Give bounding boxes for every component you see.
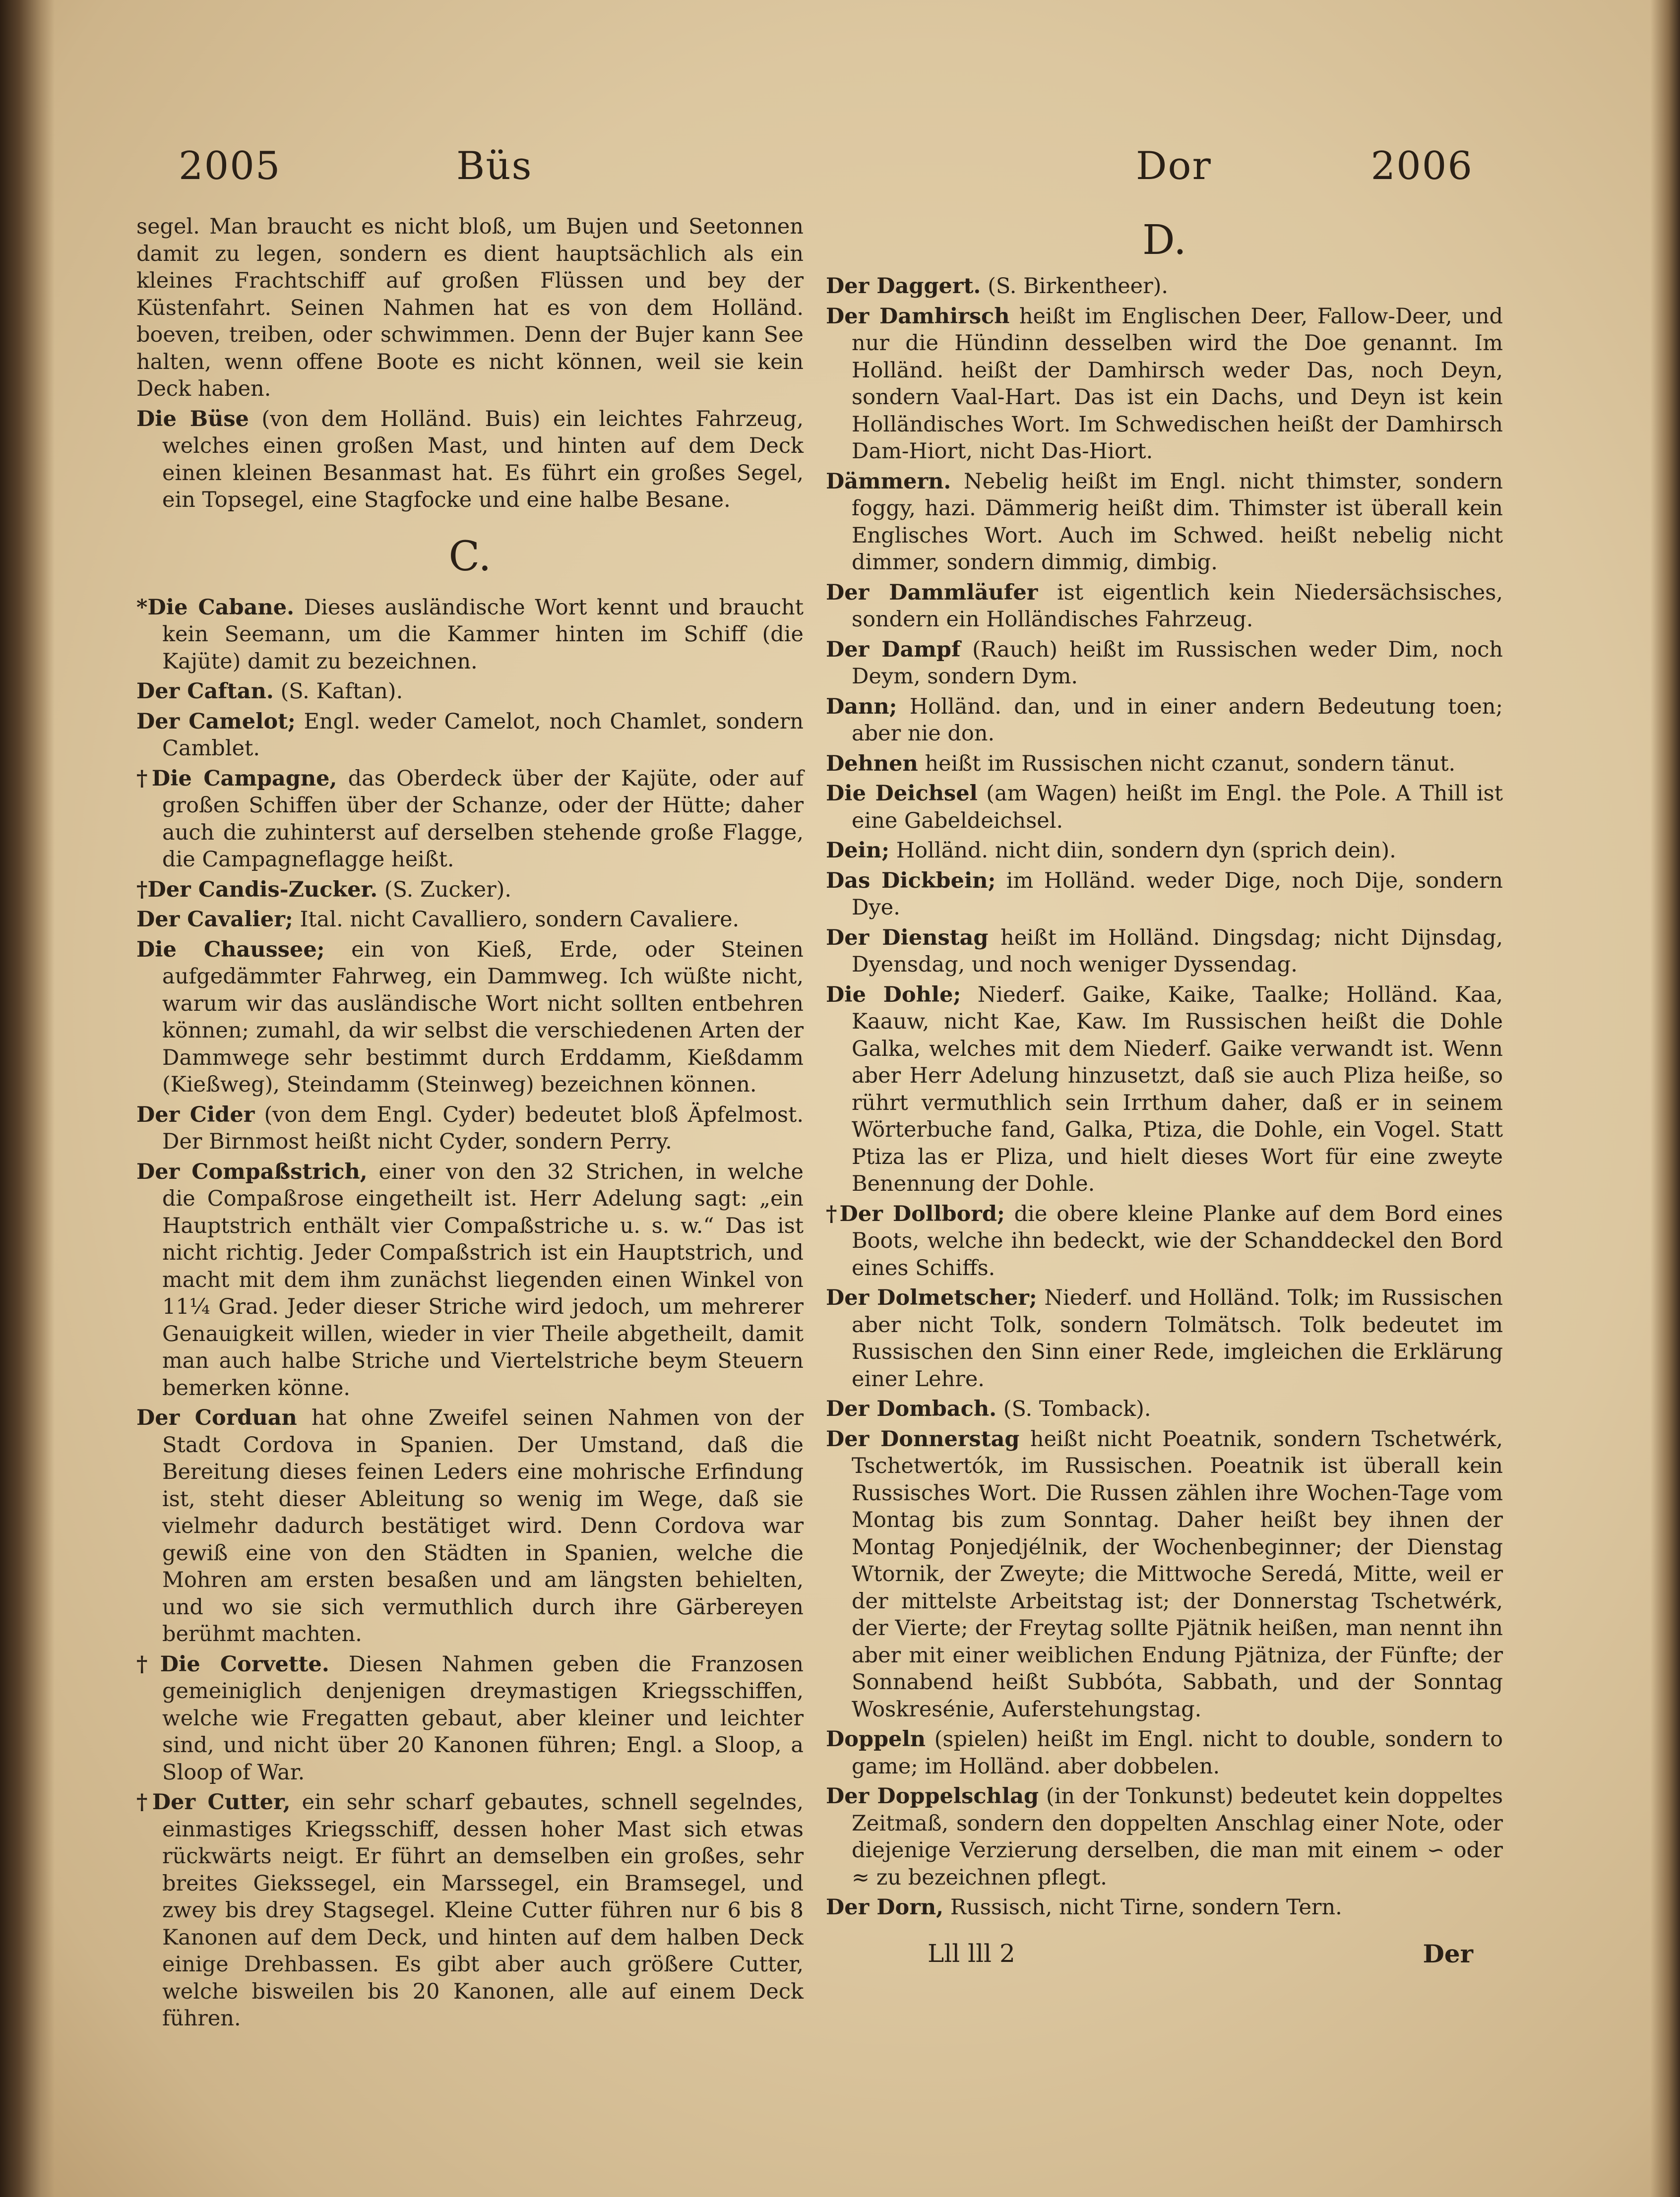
entry-text: heißt im Englischen Deer, Fallow-Deer, und nur die Hündinn desselben wird the Doe genannt. Im Holländ. heißt der Damhirsch weder Das, noch Deyn, sondern Vaal-Hart. Das ist ein Dachs, und Deyn ist kein Holländisches Wort. Im Schwedischen heißt der Damhirsch Dam-Hiort, nicht Das-Hiort. <box>852 304 1503 464</box>
entry-lemma: Der Dolmetscher; <box>826 1285 1037 1310</box>
entry-lemma: Der Cavalier; <box>136 907 293 932</box>
entry-text: (am Wagen) heißt im Engl. the Pole. A Thill ist eine Gabeldeichsel. <box>852 781 1503 833</box>
entry-text: Niederf. und Holländ. Tolk; im Russischen aber nicht Tolk, sondern Tolmätsch. Tolk bedeutet im Russischen den Sinn einer Rede, imgleichen die Erklärung einer Lehre. <box>852 1285 1503 1392</box>
entry-text: (S. Birkentheer). <box>988 274 1169 299</box>
dictionary-entry <box>136 906 804 933</box>
entry-lemma: Dein; <box>826 838 890 863</box>
dictionary-entry <box>136 1404 804 1648</box>
entry-lemma: Der Donnerstag <box>826 1426 1020 1452</box>
entry-text: Nebelig heißt im Engl. nicht thimster, sondern foggy, hazi. Dämmerig heißt dim. Thimster ist überall kein Englisches Wort. Auch im Schwed. heißt nebelig nicht dimmer, sondern dimmig, dimbig. <box>852 469 1503 575</box>
dictionary-entry <box>136 1101 804 1156</box>
entry-lemma: Der Compaßstrich, <box>136 1159 368 1184</box>
right-column <box>826 213 1503 1924</box>
entry-text: einer von den 32 Strichen, in welche die Compaßrose eingetheilt ist. Herr Adelung sagt: „ein Hauptstrich enthält vier Compaßstriche u. s. w.“ Das ist nicht richtig. Jeder Compaßstrich ist ein Hauptstrich, und macht mit dem ihm zunächst liegenden einen Winkel von 11¼ Grad. Jeder dieser Striche wird jedoch, um mehrerer Genauigkeit willen, wieder in vier Theile abgetheilt, damit man auch halbe Striche und Viertelstriche beym Steuern bemerken könne. <box>162 1159 804 1401</box>
dictionary-entry <box>136 765 804 873</box>
running-header <box>179 144 1473 198</box>
entry-lemma: Der Dienstag <box>826 925 989 950</box>
entry-text: im Holländ. weder Dige, noch Dije, sondern Dye. <box>852 868 1503 920</box>
dictionary-entry <box>826 1783 1503 1891</box>
catchword: Der <box>1423 1939 1473 1968</box>
entry-text: (in der Tonkunst) bedeutet kein doppeltes Zeitmaß, sondern den doppelten Anschlag einer Note, oder diejenige Verzierung derselben, die man mit einem ∽ oder ≈ zu bezeichnen pflegt. <box>852 1784 1503 1890</box>
entries-b-list <box>136 406 804 514</box>
entry-lemma: Der Dammläufer <box>826 580 1038 605</box>
entry-lemma: Dehnen <box>826 751 918 776</box>
entry-text: Niederf. Gaike, Kaike, Taalke; Holländ. Kaa, Kaauw, nicht Kae, Kaw. Im Russischen heißt die Dohle Galka, welches mit dem Niederf. Gaike verwandt ist. Wenn aber Herr Adelung hinzusetzt, daß sie auch Pliza heiße, so rührt vermuthlich sein Irrthum daher, daß er in seinem Wörterbuche fand, Galka, Ptiza, die Dohle, ein Vogel. Statt Ptiza las er Pliza, und hielt dieses Wort für eine zweyte Benennung der Dohle. <box>852 982 1503 1196</box>
entry-lemma: †Die Campagne, <box>136 766 337 791</box>
dictionary-entry <box>826 303 1503 465</box>
dictionary-entry <box>136 1651 804 1786</box>
entry-lemma: Der Dampf <box>826 637 961 662</box>
entry-lemma: †Die Corvette. <box>136 1651 329 1677</box>
entry-text: die obere kleine Planke auf dem Bord eines Boots, welche ihn bedeckt, wie der Schanddeckel den Bord eines Schiffs. <box>852 1201 1503 1281</box>
letter-heading-d: D. <box>1142 217 1186 264</box>
entry-lemma: Das Dickbein; <box>826 868 996 893</box>
continuation-body: segel. Man braucht es nicht bloß, um Bujen und Seetonnen damit zu legen, sondern es dient hauptsächlich als ein kleines Frachtschiff auf großen Flüssen und bey der Küstenfahrt. Seinen Nahmen hat es von dem Holländ. boeven, treiben, oder schwimmen. Denn der Bujer kann See halten, wenn offene Boote es nicht können, weil sie kein Deck haben. <box>136 214 804 401</box>
letter-heading-c: C. <box>448 533 492 580</box>
entry-text: (spielen) heißt im Engl. nicht to double, sondern to game; im Holländ. aber dobbelen. <box>852 1727 1503 1779</box>
page-edge-shadow <box>1650 0 1680 2197</box>
entry-text: hat ohne Zweifel seinen Nahmen von der Stadt Cordova in Spanien. Der Umstand, daß die Bereitung dieses feinen Leders eine mohrische Erfindung ist, steht dieser Ableitung so wenig im Wege, daß sie vielmehr dadurch bestätiget wird. Denn Cordova war gewiß eine von den Städten in Spanien, welche die Mohren am ersten besaßen und am längsten behielten, und wo sie sich vermuthlich durch ihre Gärbereyen berühmt machten. <box>162 1405 804 1647</box>
entry-lemma: †Der Cutter, <box>136 1790 291 1815</box>
entry-lemma: Der Dombach. <box>826 1397 997 1421</box>
dictionary-entry <box>826 750 1503 778</box>
entry-text: ist eigentlich kein Niedersächsisches, sondern ein Holländisches Fahrzeug. <box>852 580 1503 632</box>
entry-text: (S. Tomback). <box>1003 1397 1151 1421</box>
dictionary-entry <box>826 780 1503 834</box>
entry-text: (Rauch) heißt im Russischen weder Dim, noch Deym, sondern Dym. <box>852 637 1503 689</box>
dictionary-entry <box>826 924 1503 978</box>
dictionary-entry <box>826 867 1503 921</box>
entry-text: (S. Zucker). <box>384 877 512 902</box>
dictionary-entry <box>826 1726 1503 1780</box>
entry-lemma: Der Camelot; <box>136 709 296 734</box>
header-catch-right: Dor <box>1136 144 1212 188</box>
entry-lemma: *Die Cabane. <box>136 595 295 620</box>
entry-text: (S. Kaftan). <box>280 679 403 704</box>
page-number-right: 2006 <box>1370 144 1473 188</box>
entry-lemma: Der Daggert. <box>826 274 981 299</box>
page-footer <box>928 1939 1473 1974</box>
entry-lemma: Dann; <box>826 694 897 719</box>
dictionary-entry <box>826 693 1503 747</box>
entry-lemma: Die Büse <box>136 406 249 431</box>
entry-lemma: Der Corduan <box>136 1405 297 1430</box>
entry-text: (von dem Engl. Cyder) bedeutet bloß Äpfelmost. Der Birnmost heißt nicht Cyder, sondern Perry. <box>162 1102 804 1154</box>
entry-lemma: Der Dorn, <box>826 1895 944 1920</box>
entry-text: Dieses ausländische Wort kennt und braucht kein Seemann, um die Kammer hinten im Schiff (die Kajüte) damit zu bezeichnen. <box>162 595 804 674</box>
entry-text: das Oberdeck über der Kajüte, oder auf großen Schiffen über der Schanze, oder der Hütte; daher auch die zuhinterst auf derselben stehende große Flagge, die Campagneflagge heißt. <box>162 766 804 872</box>
entry-text: ein von Kieß, Erde, oder Steinen aufgedämmter Fahrweg, ein Dammweg. Ich wüßte nicht, warum wir das ausländische Wort nicht sollten entbehren können; zumahl, da wir selbst die verschiedenen Arten der Dammwege sehr bestimmt durch Erddamm, Kießdamm (Kießweg), Steindamm (Steinweg) bezeichnen können. <box>162 937 804 1097</box>
continuation-text <box>136 213 804 403</box>
dictionary-entry <box>826 1894 1503 1921</box>
entry-lemma: Der Damhirsch <box>826 304 1010 329</box>
header-catch-left: Büs <box>456 144 533 188</box>
dictionary-entry <box>136 936 804 1098</box>
entry-lemma: †Der Dollbord; <box>826 1201 1005 1226</box>
dictionary-entry <box>826 579 1503 633</box>
dictionary-entry <box>826 636 1503 690</box>
dictionary-entry <box>136 406 804 514</box>
page-number-left: 2005 <box>179 144 281 188</box>
entry-text: Holländ. dan, und in einer andern Bedeutung toen; aber nie don. <box>852 694 1503 746</box>
entry-lemma: Dämmern. <box>826 469 951 494</box>
dictionary-entry <box>136 708 804 762</box>
dictionary-entry <box>826 1284 1503 1393</box>
entry-text: Ital. nicht Cavalliero, sondern Cavaliere. <box>300 907 740 932</box>
entry-text: heißt im Russischen nicht czanut, sondern tänut. <box>925 751 1456 776</box>
entry-lemma: Der Caftan. <box>136 679 274 704</box>
entry-lemma: Die Dohle; <box>826 982 961 1007</box>
entries-d-list <box>826 273 1503 1921</box>
dictionary-entry <box>136 1159 804 1402</box>
entry-text: Diesen Nahmen geben die Franzosen gemeiniglich denjenigen dreymastigen Kriegsschiffen, welche wie Fregatten gebaut, aber kleiner und leichter sind, und nicht über 20 Kanonen führen; Engl. a Sloop, a Sloop of War. <box>162 1651 804 1785</box>
entry-lemma: Der Doppelschlag <box>826 1784 1039 1809</box>
entry-lemma: †Der Candis-Zucker. <box>136 877 378 902</box>
entry-text: (von dem Holländ. Buis) ein leichtes Fahrzeug, welches einen großen Mast, und hinten auf dem Deck einen kleinen Besanmast hat. Es führt ein großes Segel, ein Topsegel, eine Stagfocke und eine halbe Besane. <box>162 406 804 512</box>
signature-mark: Lll lll 2 <box>928 1939 1015 1968</box>
dictionary-entry <box>826 981 1503 1198</box>
dictionary-entry <box>826 1201 1503 1282</box>
dictionary-entry <box>826 273 1503 300</box>
dictionary-entry <box>136 594 804 675</box>
dictionary-entry <box>826 1426 1503 1723</box>
entry-text: Holländ. nicht diin, sondern dyn (sprich dein). <box>896 838 1396 863</box>
dictionary-entry <box>826 837 1503 864</box>
dictionary-entry <box>136 678 804 705</box>
dictionary-entry <box>136 876 804 904</box>
dictionary-entry <box>136 1789 804 2032</box>
entry-lemma: Der Cider <box>136 1102 255 1127</box>
entry-lemma: Doppeln <box>826 1727 926 1752</box>
entry-text: Russisch, nicht Tirne, sondern Tern. <box>950 1895 1342 1920</box>
entry-text: heißt nicht Poeatnik, sondern Tschetwérk, Tschetwertók, im Russischen. Poeatnik ist überall kein Russisches Wort. Die Russen zählen ihre Wochen-Tage vom Montag bis zum Sonntag. Daher heißt bey ihnen der Montag Ponjedjélnik, der Wochenbeginner; der Dienstag Wtornik, der Zweyte; die Mittwoche Seredá, Mitte, weil er der mittelste Arbeitstag ist; der Donnerstag Tschetwérk, der Vierte; der Freytag sollte Pjätnik heißen, man nennt ihn aber mit einer weiblichen Endung Pjätniza, der Fünfte; der Sonnabend heißt Subbóta, Sabbath, und der Sonntag Woskresénie, Auferstehungstag. <box>852 1426 1503 1722</box>
binding-shadow <box>0 0 55 2197</box>
entry-text: heißt im Holländ. Dingsdag; nicht Dijnsdag, Dyensdag, und noch weniger Dyssendag. <box>852 925 1503 977</box>
dictionary-entry <box>826 1396 1503 1423</box>
entry-text: ein sehr scharf gebautes, schnell segelndes, einmastiges Kriegsschiff, dessen hoher Mast sich etwas rückwärts neigt. Er führt an demselben ein großes, sehr breites Giekssegel, ein Marssegel, ein Bramsegel, und zwey bis drey Stagsegel. Kleine Cutter führen nur 6 bis 8 Kanonen auf dem Deck, und hinten auf dem halben Deck einige Drehbassen. Es gibt aber auch größere Cutter, welche bisweilen bis 20 Kanonen, alle auf einem Deck führen. <box>162 1790 804 2031</box>
entries-c-list <box>136 594 804 2032</box>
dictionary-entry <box>826 468 1503 576</box>
entry-lemma: Die Chaussee; <box>136 937 325 962</box>
left-column <box>136 213 804 2035</box>
entry-text: Engl. weder Camelot, noch Chamlet, sondern Camblet. <box>162 709 804 761</box>
entry-lemma: Die Deichsel <box>826 781 978 806</box>
